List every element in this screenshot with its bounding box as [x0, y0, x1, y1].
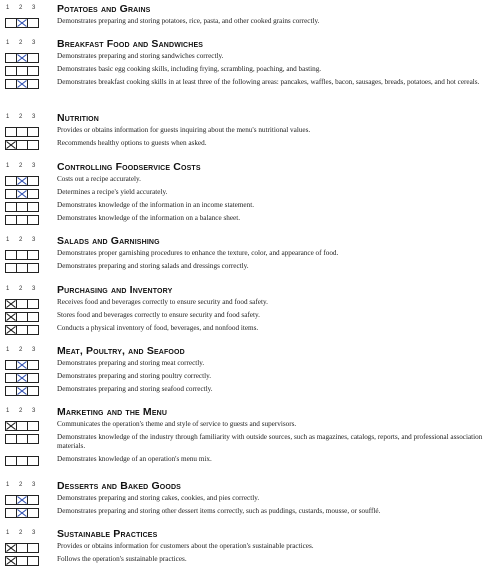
x-mark-icon: [17, 509, 27, 517]
rating-boxes: [5, 495, 41, 505]
rating-boxes: [5, 66, 41, 76]
section: [0, 481, 492, 520]
x-mark-icon: [6, 544, 16, 552]
rating-scale-label: 3: [32, 163, 36, 169]
section-title: Salads and Garnishing: [57, 235, 160, 247]
checklist-item: [0, 298, 492, 311]
x-mark-icon: [6, 557, 16, 565]
x-mark-icon: [17, 387, 27, 395]
rating-scale-label: 2: [19, 114, 23, 120]
rating-boxes: [5, 386, 41, 396]
rating-checkbox-3[interactable]: [27, 127, 39, 137]
item-text: Provides or obtains information for customers about the operation's sustainable practices.: [57, 542, 314, 550]
x-mark-icon: [17, 374, 27, 382]
rating-boxes: [5, 312, 41, 322]
section: [0, 529, 492, 568]
rating-boxes: [5, 18, 41, 28]
x-mark-icon: [17, 190, 27, 198]
checklist-item: [0, 139, 492, 152]
rating-boxes: [5, 215, 41, 225]
rating-scale-label: 2: [19, 40, 23, 46]
rating-boxes: [5, 263, 41, 273]
rating-checkbox-3[interactable]: [27, 360, 39, 370]
rating-boxes: [5, 53, 41, 63]
section-header: [0, 4, 492, 17]
rating-boxes: [5, 189, 41, 199]
item-text: Conducts a physical inventory of food, beverages, and nonfood items.: [57, 324, 259, 332]
rating-checkbox-3[interactable]: [27, 543, 39, 553]
checklist-item: [0, 542, 492, 555]
item-text: Demonstrates preparing and storing sandwiches correctly.: [57, 52, 224, 60]
item-text: Communicates the operation's theme and style of service to guests and supervisors.: [57, 420, 297, 428]
x-mark-icon: [6, 141, 16, 149]
section-header: [0, 162, 492, 175]
x-mark-icon: [6, 422, 16, 430]
item-text: Recommends healthy options to guests when asked.: [57, 139, 207, 147]
rating-scale-label: 2: [19, 163, 23, 169]
rating-checkbox-3[interactable]: [27, 456, 39, 466]
item-text: Demonstrates preparing and storing salads and dressings correctly.: [57, 262, 249, 270]
section-title: Purchasing and Inventory: [57, 284, 173, 296]
rating-checkbox-3[interactable]: [27, 421, 39, 431]
checklist-item: [0, 455, 492, 468]
item-text: Stores food and beverages correctly to ensure security and food safety.: [57, 311, 260, 319]
rating-boxes: [5, 543, 41, 553]
rating-checkbox-3[interactable]: [27, 495, 39, 505]
section-header: [0, 113, 492, 126]
checklist-item: [0, 175, 492, 188]
rating-scale-label: 1: [6, 163, 10, 169]
section-header: [0, 285, 492, 298]
checklist-item: [0, 359, 492, 372]
checklist-item: [0, 372, 492, 385]
rating-checkbox-3[interactable]: [27, 189, 39, 199]
rating-scale-label: 1: [6, 530, 10, 536]
rating-checkbox-3[interactable]: [27, 325, 39, 335]
rating-scale-label: 3: [32, 237, 36, 243]
rating-scale-label: 3: [32, 482, 36, 488]
x-mark-icon: [17, 19, 27, 27]
section-title: Meat, Poultry, and Seafood: [57, 345, 185, 357]
rating-scale-label: 1: [6, 347, 10, 353]
x-mark-icon: [17, 80, 27, 88]
rating-scale-label: 3: [32, 408, 36, 414]
checklist-item: [0, 126, 492, 139]
item-text: Demonstrates proper garnishing procedures to enhance the texture, color, and appearance of food.: [57, 249, 339, 257]
rating-boxes: [5, 508, 41, 518]
rating-checkbox-3[interactable]: [27, 263, 39, 273]
x-mark-icon: [17, 54, 27, 62]
rating-scale-label: 1: [6, 40, 10, 46]
rating-checkbox-3[interactable]: [27, 176, 39, 186]
section-title: Controlling Foodservice Costs: [57, 161, 201, 173]
rating-checkbox-3[interactable]: [27, 215, 39, 225]
section-title: Nutrition: [57, 112, 99, 124]
section-title: Breakfast Food and Sandwiches: [57, 38, 204, 50]
rating-checkbox-3[interactable]: [27, 312, 39, 322]
x-mark-icon: [17, 177, 27, 185]
section: [0, 346, 492, 398]
rating-scale-label: 3: [32, 347, 36, 353]
item-text: Follows the operation's sustainable practices.: [57, 555, 187, 563]
item-text: Demonstrates preparing and storing seafood correctly.: [57, 385, 213, 393]
rating-scale-label: 1: [6, 5, 10, 11]
x-mark-icon: [6, 326, 16, 334]
rating-scale-label: 2: [19, 482, 23, 488]
section-header: [0, 481, 492, 494]
checklist-item: [0, 420, 492, 433]
rating-scale-label: 2: [19, 347, 23, 353]
checklist-item: [0, 17, 492, 30]
rating-boxes: [5, 325, 41, 335]
x-mark-icon: [17, 361, 27, 369]
rating-scale-label: 2: [19, 530, 23, 536]
rating-checkbox-3[interactable]: [27, 299, 39, 309]
item-text: Demonstrates breakfast cooking skills in at least three of the following areas: pancakes, waffles, bacon, sausages, breads, potatoes, and hot cereals.: [57, 78, 480, 86]
checklist-item: [0, 311, 492, 324]
section-title: Sustainable Practices: [57, 528, 158, 540]
rating-checkbox-3[interactable]: [27, 434, 39, 444]
x-mark-icon: [6, 300, 16, 308]
rating-checkbox-3[interactable]: [27, 556, 39, 566]
section: [0, 236, 492, 275]
checklist-item: [0, 494, 492, 507]
checklist-item: [0, 188, 492, 201]
section-header: [0, 346, 492, 359]
checklist-item: [0, 201, 492, 214]
section-header: [0, 407, 492, 420]
section: [0, 407, 492, 468]
rating-boxes: [5, 456, 41, 466]
checklist-item: [0, 52, 492, 65]
rating-scale-label: 3: [32, 40, 36, 46]
section-title: Desserts and Baked Goods: [57, 480, 181, 492]
rating-scale-label: 3: [32, 5, 36, 11]
rating-boxes: [5, 556, 41, 566]
rating-checkbox-3[interactable]: [27, 53, 39, 63]
rating-scale-label: 2: [19, 5, 23, 11]
item-text: Provides or obtains information for guests inquiring about the menu's nutritional values.: [57, 126, 311, 134]
rating-scale-label: 3: [32, 286, 36, 292]
rating-checkbox-3[interactable]: [27, 202, 39, 212]
rating-checkbox-3[interactable]: [27, 386, 39, 396]
rating-scale-label: 1: [6, 408, 10, 414]
section-header: [0, 39, 492, 52]
x-mark-icon: [6, 313, 16, 321]
item-text: Demonstrates knowledge of an operation's menu mix.: [57, 455, 212, 463]
item-text: Costs out a recipe accurately.: [57, 175, 141, 183]
rating-boxes: [5, 176, 41, 186]
rating-checkbox-3[interactable]: [27, 508, 39, 518]
section-title: Potatoes and Grains: [57, 3, 151, 15]
item-text: Demonstrates basic egg cooking skills, including frying, scrambling, poaching, and basting.: [57, 65, 322, 73]
rating-boxes: [5, 140, 41, 150]
rating-checkbox-3[interactable]: [27, 140, 39, 150]
item-text: Demonstrates knowledge of the information on a balance sheet.: [57, 214, 241, 222]
section-header: [0, 236, 492, 249]
checklist-item: [0, 214, 492, 227]
section: [0, 113, 492, 152]
section: [0, 39, 492, 100]
section: [0, 285, 492, 337]
rating-boxes: [5, 79, 41, 89]
checklist-item: [0, 507, 492, 520]
rating-boxes: [5, 127, 41, 137]
section: [0, 162, 492, 227]
checklist-item: [0, 555, 492, 568]
item-text: Determines a recipe's yield accurately.: [57, 188, 168, 196]
item-text: Demonstrates knowledge of the information in an income statement.: [57, 201, 255, 209]
checklist-item: [0, 324, 492, 337]
rating-scale-label: 1: [6, 286, 10, 292]
rating-scale-label: 3: [32, 530, 36, 536]
rating-boxes: [5, 373, 41, 383]
item-text: Demonstrates preparing and storing poultry correctly.: [57, 372, 212, 380]
rating-boxes: [5, 250, 41, 260]
checklist-item: [0, 249, 492, 262]
item-text: Demonstrates preparing and storing other dessert items correctly, such as puddings, custards, mousse, or soufflé.: [57, 507, 381, 515]
checklist-item: [0, 78, 492, 100]
rating-scale-label: 1: [6, 482, 10, 488]
rating-checkbox-3[interactable]: [27, 18, 39, 28]
rating-scale-label: 2: [19, 237, 23, 243]
rating-boxes: [5, 360, 41, 370]
rating-scale-label: 1: [6, 237, 10, 243]
rating-checkbox-3[interactable]: [27, 373, 39, 383]
rating-scale-label: 2: [19, 286, 23, 292]
rating-checkbox-3[interactable]: [27, 66, 39, 76]
checklist-item: [0, 385, 492, 398]
section-title: Marketing and the Menu: [57, 406, 168, 418]
rating-boxes: [5, 421, 41, 431]
rating-checkbox-3[interactable]: [27, 79, 39, 89]
rating-boxes: [5, 434, 41, 444]
rating-scale-label: 2: [19, 408, 23, 414]
item-text: Demonstrates knowledge of the industry through familiarity with outside sources, such as magazines, catalogs, reports, and professional association materials.: [57, 433, 483, 450]
item-text: Receives food and beverages correctly to ensure security and food safety.: [57, 298, 268, 306]
checklist-item: [0, 433, 492, 455]
section-header: [0, 529, 492, 542]
rating-scale-label: 1: [6, 114, 10, 120]
item-text: Demonstrates preparing and storing cakes, cookies, and pies correctly.: [57, 494, 260, 502]
section: [0, 4, 492, 30]
item-text: Demonstrates preparing and storing meat correctly.: [57, 359, 205, 367]
rating-scale-label: 3: [32, 114, 36, 120]
checklist-item: [0, 65, 492, 78]
item-text: Demonstrates preparing and storing potatoes, rice, pasta, and other cooked grains correctly.: [57, 17, 320, 25]
checklist-item: [0, 262, 492, 275]
x-mark-icon: [17, 496, 27, 504]
rating-checkbox-3[interactable]: [27, 250, 39, 260]
rating-boxes: [5, 202, 41, 212]
rating-boxes: [5, 299, 41, 309]
